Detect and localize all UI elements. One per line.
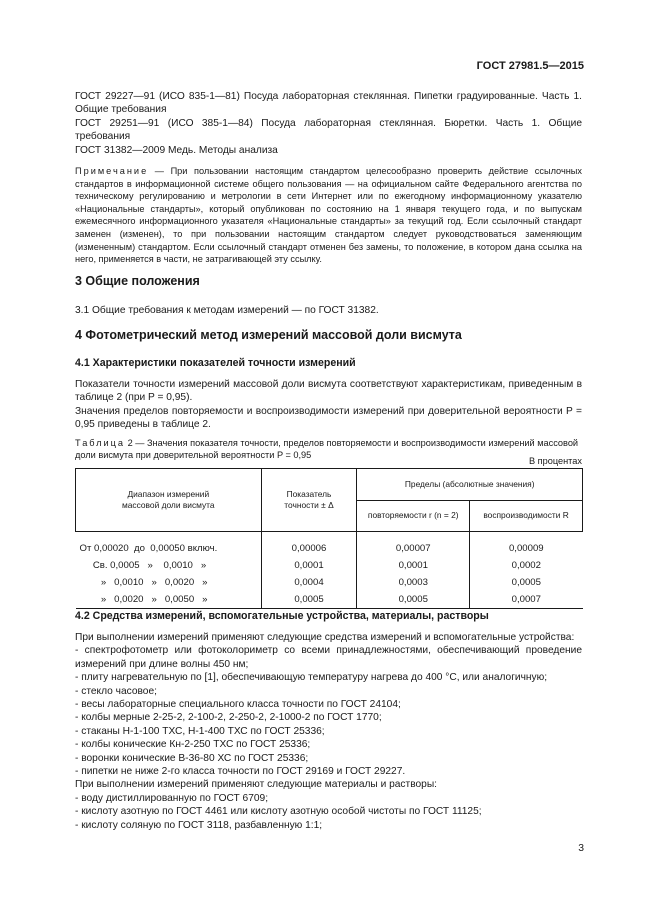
table-caption-label: Таблица xyxy=(75,438,126,448)
note-label: Примечание xyxy=(75,166,149,176)
section-3-item: 3.1 Общие требования к методам измерений — по ГОСТ 31382. xyxy=(75,305,379,316)
col-header-accuracy: Показатель точности ± Δ xyxy=(261,469,357,532)
section-3-title: 3 Общие положения xyxy=(75,274,200,288)
section-4-2-title: 4.2 Средства измерений, вспомогательные устройства, материалы, растворы xyxy=(75,610,489,622)
section-4-1-title: 4.1 Характеристики показателей точности измерений xyxy=(75,357,356,369)
list-item: - колбы мерные 2-25-2, 2-100-2, 2-250-2, 2-1000-2 по ГОСТ 1770; xyxy=(75,712,382,724)
list-item: - воду дистиллированную по ГОСТ 6709; xyxy=(75,792,269,804)
col-header-reproducibility: воспроизводимости R xyxy=(470,500,583,532)
col-header-range: Диапазон измерений массовой доли висмута xyxy=(76,469,262,532)
document-code: ГОСТ 27981.5—2015 xyxy=(476,60,584,72)
references-list xyxy=(75,90,582,157)
list-item: - стаканы Н-1-100 ТХС, Н-1-400 ТХС по ГОСТ 25336; xyxy=(75,725,325,737)
list-item: - кислоту азотную по ГОСТ 4461 или кислоту азотную особой чистоты по ГОСТ 11125; xyxy=(75,806,482,818)
table-unit: В процентах xyxy=(528,456,582,466)
paragraph: Значения пределов повторяемости и воспроизводимости измерений при доверительной вероятности P = 0,95 приведены в таблице 2. xyxy=(75,405,582,431)
table-caption-text: 2 — Значения показателя точности, пределов повторяемости и воспроизводимости измерений массовой доли висмута при доверительной вероятности P = 0,95 xyxy=(75,438,579,460)
table-row: От 0,00020 до 0,00050 включ. 0,00006 0,00007 0,00009 xyxy=(76,532,583,558)
col-header-repeatability: повторяемости r (n = 2) xyxy=(357,500,470,532)
list-item: - весы лабораторные специального класса точности по ГОСТ 24104; xyxy=(75,699,401,711)
section-4-title: 4 Фотометрический метод измерений массовой доли висмута xyxy=(75,328,462,342)
section-4-1-text xyxy=(75,378,582,432)
table-row: Св. 0,0005 » 0,0010 » 0,0001 0,0001 0,0002 xyxy=(76,557,583,574)
paragraph: При выполнении измерений применяют следующие материалы и растворы: xyxy=(75,779,437,791)
list-item: - пипетки не ниже 2-го класса точности по ГОСТ 29169 и ГОСТ 29227. xyxy=(75,766,406,778)
list-item: - стекло часовое; xyxy=(75,685,157,697)
note-paragraph xyxy=(75,165,582,266)
col-header-limits: Пределы (абсолютные значения) xyxy=(357,469,583,501)
paragraph: При выполнении измерений применяют следующие средства измерений и вспомогательные устройства: xyxy=(75,632,575,643)
list-item: - спектрофотометр или фотоколориметр со всеми принадлежностями, обеспечивающий проведение измерений при длине волны 450 нм; xyxy=(75,645,582,670)
precision-table xyxy=(75,468,583,609)
list-item: - колбы конические Кн-2-250 ТХС по ГОСТ 25336; xyxy=(75,739,311,751)
reference-item: ГОСТ 29227—91 (ИСО 835-1—81) Посуда лабораторная стеклянная. Пипетки градуированные. Часть 1. Общие требования xyxy=(75,91,582,116)
table-row: » 0,0020 » 0,0050 » 0,0005 0,0005 0,0007 xyxy=(76,591,583,609)
paragraph: Показатели точности измерений массовой доли висмута соответствуют характеристикам, приведенным в таблице 2 (при P = 0,95). xyxy=(75,379,582,404)
table-row: » 0,0010 » 0,0020 » 0,0004 0,0003 0,0005 xyxy=(76,574,583,591)
section-4-2-text xyxy=(75,631,582,832)
list-item: - плиту нагревательную по [1], обеспечивающую температуру нагрева до 400 °С, или аналогичную; xyxy=(75,672,548,684)
list-item: - воронки конические В-36-80 ХС по ГОСТ 25336; xyxy=(75,752,309,764)
page-number: 3 xyxy=(578,843,584,854)
reference-item: ГОСТ 31382—2009 Медь. Методы анализа xyxy=(75,144,278,156)
note-text: — При пользовании настоящим стандартом целесообразно проверить действие ссылочных стандартов в информационной системе общего пользования — на официальном сайте Федерального агентства по техническому регулированию и метрологии в сети Интернет или по ежегодному информационному указателю «Национальные стандарты», который опубликован по состоянию на 1 января текущего года, и по выпускам ежемесячного информационного указателя «Национальные стандарты» за текущий год. Если ссылочный стандарт заменен (изменен), то при пользовании настоящим стандартом следует руководствоваться заменяющим (измененным) стандартом. Если ссылочный стандарт отменен без замены, то положение, в котором дана ссылка на него, применяется в части, не затрагивающей эту ссылку. xyxy=(75,166,582,265)
reference-item: ГОСТ 29251—91 (ИСО 385-1—84) Посуда лабораторная стеклянная. Бюретки. Часть 1. Общие требования xyxy=(75,117,582,143)
table-caption xyxy=(75,437,582,461)
list-item: - кислоту соляную по ГОСТ 3118, разбавленную 1:1; xyxy=(75,819,323,831)
